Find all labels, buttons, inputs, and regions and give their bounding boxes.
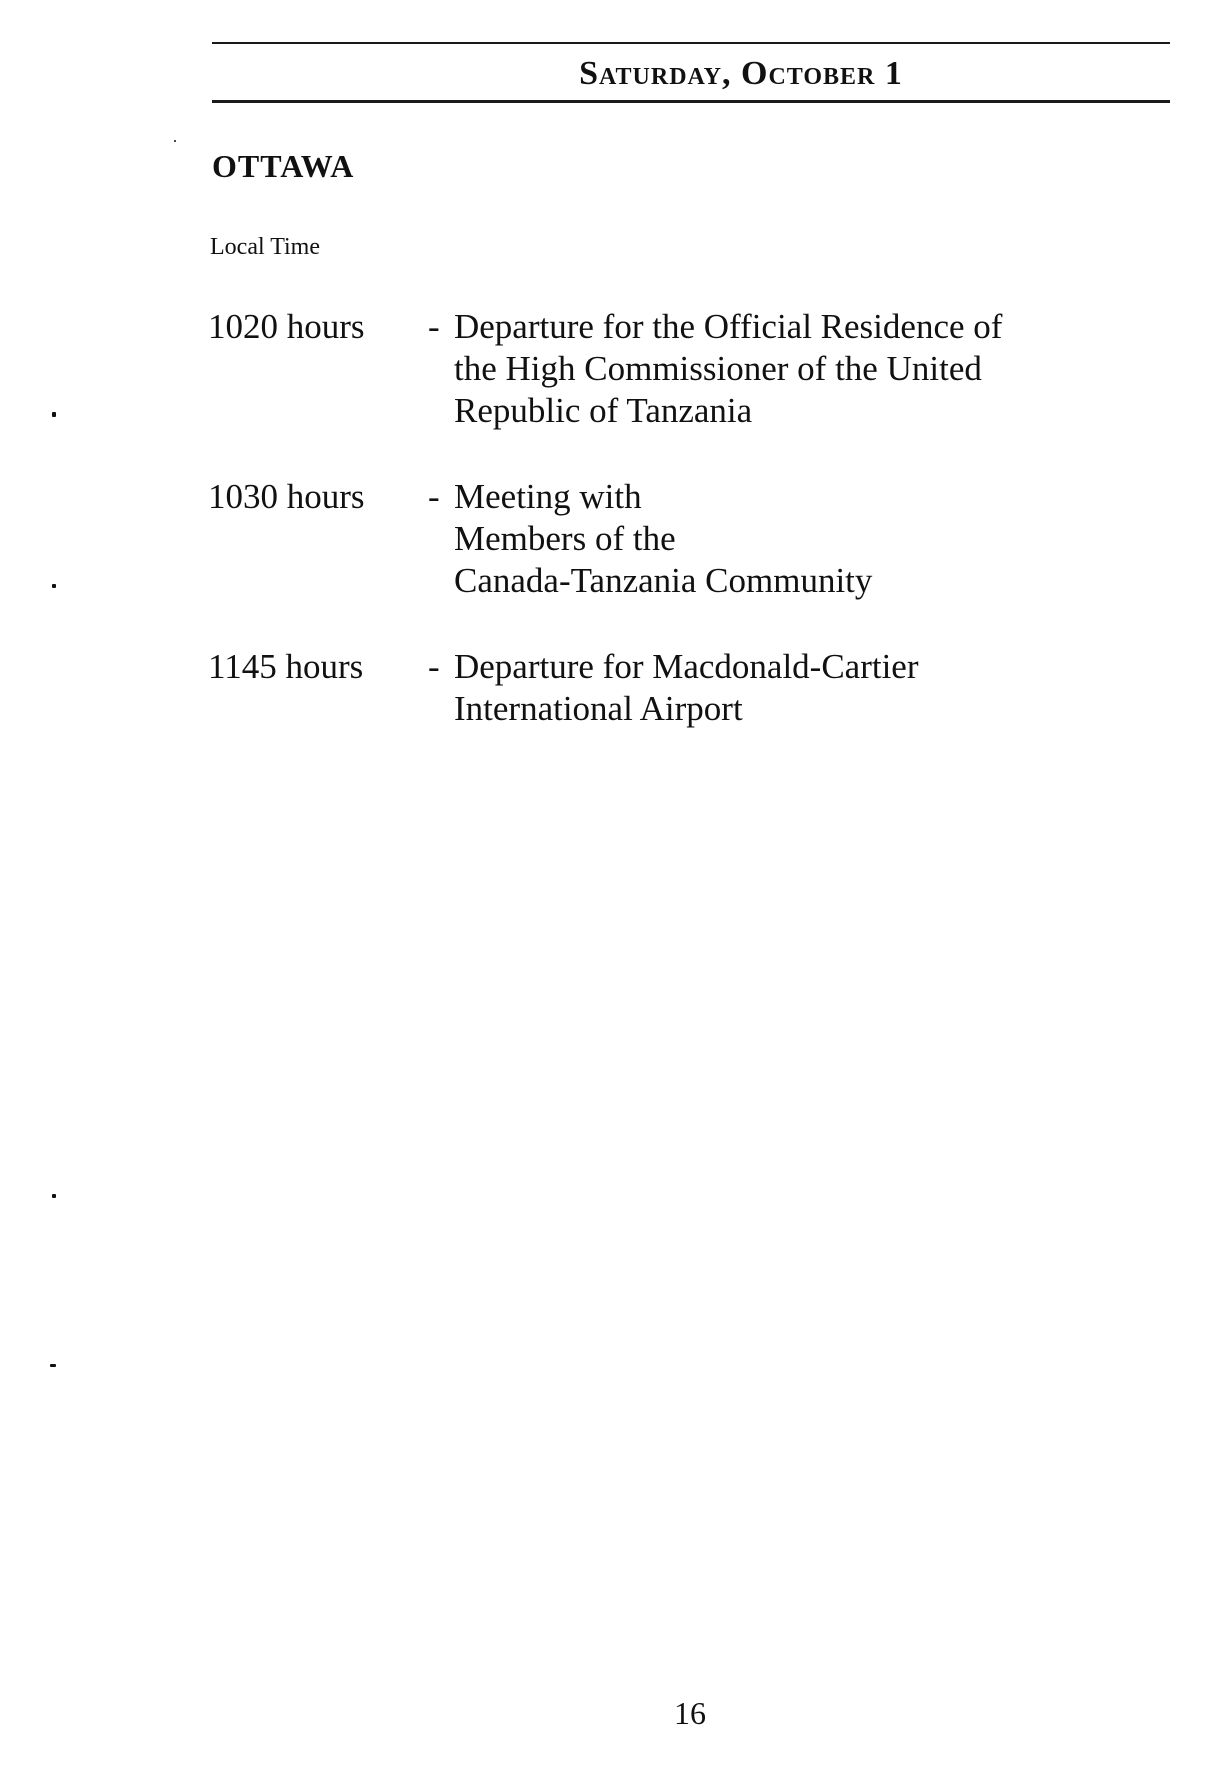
- entry-description-line: Departure for the Official Residence of: [454, 307, 1003, 346]
- scan-speck: [52, 1194, 56, 1198]
- header-top-rule: [212, 42, 1170, 44]
- entry-description-line: Meeting with: [454, 477, 642, 516]
- entry-description-line: Republic of Tanzania: [454, 391, 753, 430]
- entry-description: [454, 476, 1138, 602]
- entry-dash: -: [428, 647, 440, 686]
- schedule-entry: [208, 646, 1138, 730]
- entry-time: 1145 hours: [208, 647, 364, 686]
- scan-speck: [52, 584, 56, 588]
- city-heading: OTTAWA: [212, 148, 355, 184]
- entry-description-line: International Airport: [454, 689, 743, 728]
- header-bottom-rule: [212, 100, 1170, 103]
- page-number: 16: [674, 1695, 706, 1731]
- scan-speck: [174, 140, 176, 142]
- day-header: [212, 42, 1170, 104]
- entry-description: [454, 646, 1138, 730]
- entry-description: [454, 306, 1138, 432]
- entry-dash: -: [428, 477, 440, 516]
- entry-description-line: the High Commissioner of the United: [454, 349, 982, 388]
- entry-description-line: Canada-Tanzania Community: [454, 561, 873, 600]
- local-time-label: Local Time: [210, 234, 321, 260]
- scan-speck: [50, 1364, 56, 1367]
- entry-description-line: Departure for Macdonald-Cartier: [454, 647, 919, 686]
- schedule-entry: [208, 476, 1138, 602]
- entry-dash: -: [428, 307, 440, 346]
- schedule-entry: [208, 306, 1138, 432]
- scan-speck: [52, 412, 56, 417]
- schedule-list: [208, 306, 1138, 774]
- day-title: Saturday, October 1: [579, 55, 903, 92]
- entry-description-line: Members of the: [454, 519, 676, 558]
- entry-time: 1030 hours: [208, 477, 365, 516]
- entry-time: 1020 hours: [208, 307, 365, 346]
